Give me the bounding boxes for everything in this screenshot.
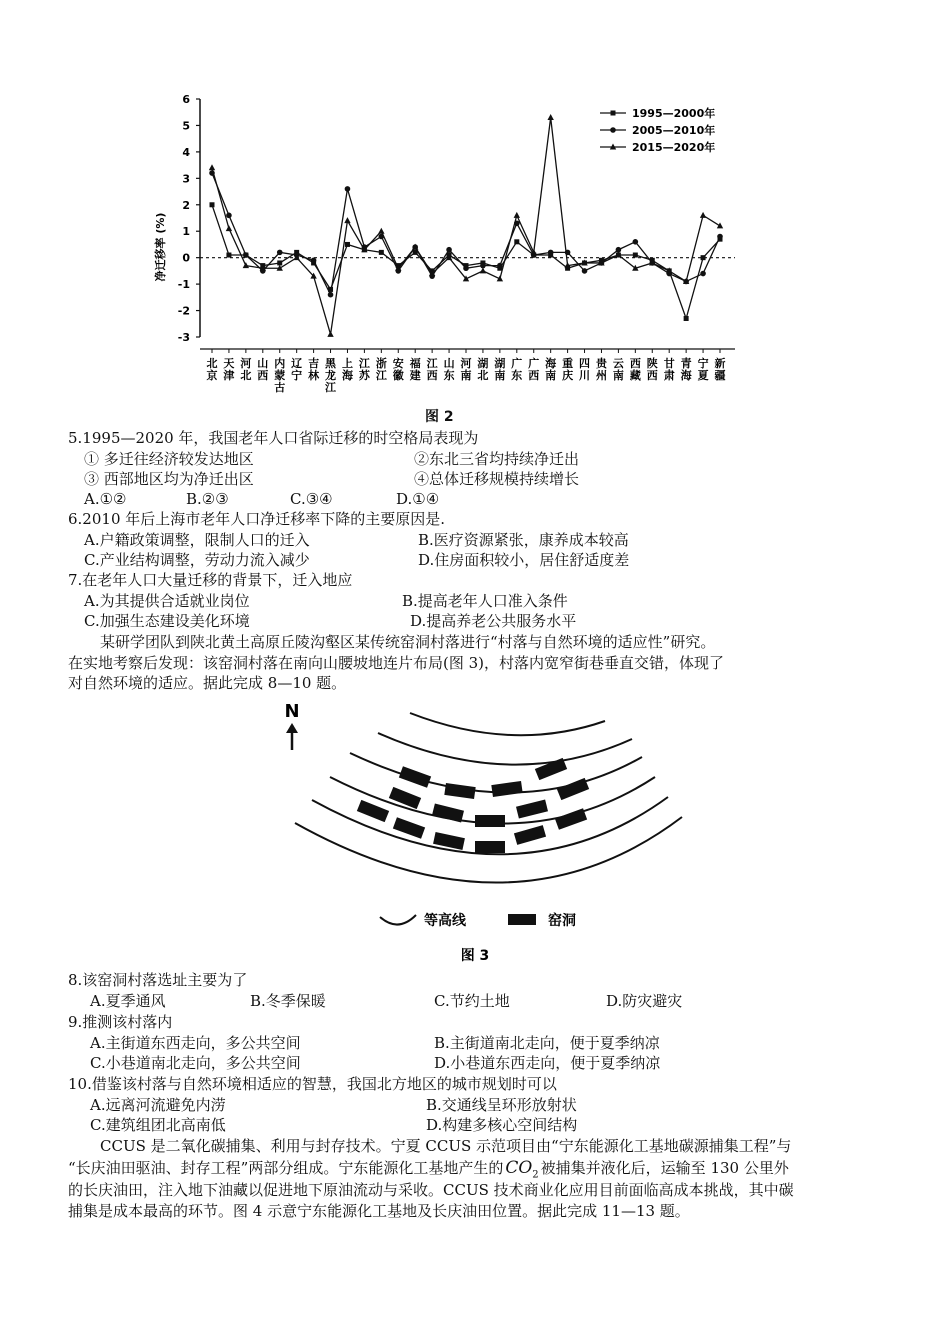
data-point (514, 212, 520, 218)
data-point (226, 253, 231, 258)
q7-option-a[interactable]: A.为其提供合适就业岗位 (84, 592, 250, 610)
y-tick-label: 0 (182, 251, 190, 265)
cave-dwelling (535, 758, 567, 780)
x-tick-label: 山东 (443, 357, 455, 382)
q10-option-c[interactable]: C.建筑组团北高南低 (90, 1116, 226, 1134)
y-axis-label: 净迁移率 (%) (154, 212, 167, 282)
x-tick-label: 湖北 (477, 357, 489, 382)
data-point (210, 202, 215, 207)
cave-dwelling (389, 787, 421, 809)
q9-option-a[interactable]: A.主街道东西走向，多公共空间 (90, 1034, 301, 1052)
data-point (345, 242, 350, 247)
data-point (700, 212, 706, 218)
cave-dwellings (357, 758, 589, 853)
q5-option-b[interactable]: B.②③ (186, 490, 229, 508)
q9-stem: 9.推测该村落内 (68, 1013, 173, 1031)
data-point (446, 247, 452, 253)
q5-statement-4: ④总体迁移规模持续增长 (414, 470, 580, 488)
y-tick-label: 1 (182, 225, 190, 239)
x-tick-label: 新疆 (714, 357, 726, 382)
legend-cave-label: 窑洞 (548, 913, 576, 929)
data-point (548, 250, 554, 256)
x-tick-label: 浙江 (375, 357, 387, 382)
q10-stem: 10.借鉴该村落与自然环境相适应的智慧，我国北方地区的城市规划时可以 (68, 1075, 557, 1093)
y-tick-label: -1 (177, 278, 190, 292)
data-point (226, 213, 232, 219)
data-point (633, 239, 639, 245)
cave-dwelling (475, 815, 505, 827)
data-point (717, 234, 723, 240)
passage-3-line-2-b: 被捕集并液化后，运输至 130 公里外 (540, 1159, 789, 1177)
legend-contour-symbol (380, 915, 416, 925)
x-tick-label: 北京 (206, 357, 218, 382)
net-migration-chart (150, 85, 750, 405)
data-point (463, 265, 469, 271)
passage-2-line-2: 在实地考察后发现：该窑洞村落在南向山腰坡地连片布局(图 3)，村落内宽窄街巷垂直交错，体现了 (68, 654, 725, 672)
y-tick-label: 3 (182, 172, 190, 186)
q7-option-d[interactable]: D.提高养老公共服务水平 (410, 612, 577, 630)
north-label: N (284, 701, 300, 722)
cave-dwelling (475, 841, 505, 853)
x-tick-label: 宁夏 (697, 357, 709, 382)
y-tick-label: 2 (182, 198, 190, 212)
q8-option-d[interactable]: D.防灾避灾 (606, 992, 683, 1010)
x-tick-label: 天津 (223, 357, 235, 382)
cave-dwelling (514, 825, 546, 845)
q5-option-d[interactable]: D.①④ (396, 490, 440, 508)
q5-option-c[interactable]: C.③④ (290, 490, 333, 508)
cave-dwelling (557, 778, 589, 800)
q7-option-c[interactable]: C.加强生态建设美化环境 (84, 612, 250, 630)
q6-option-c[interactable]: C.产业结构调整，劳动力流入减少 (84, 551, 310, 569)
legend-marker (610, 127, 616, 133)
data-point (327, 331, 333, 337)
data-point (243, 262, 249, 268)
co2-formula: $CO_2$ (505, 1158, 539, 1181)
x-tick-label: 海南 (545, 357, 557, 382)
data-point (547, 114, 553, 120)
x-tick-label: 山西 (257, 357, 269, 382)
x-tick-label: 重庆 (562, 357, 574, 382)
q8-stem: 8.该窑洞村落选址主要为了 (68, 971, 248, 989)
q7-stem: 7.在老年人口大量迁移的背景下，迁入地应 (68, 571, 353, 589)
data-point (345, 186, 351, 192)
data-point (344, 217, 350, 223)
x-tick-label: 云南 (612, 357, 624, 382)
legend-label: 2015—2020年 (632, 141, 716, 154)
x-tick-label: 上海 (341, 357, 353, 382)
cave-dwelling (555, 808, 587, 830)
q10-option-a[interactable]: A.远离河流避免内涝 (90, 1096, 226, 1114)
passage-3-line-3: 的长庆油田，注入地下油藏以促进地下原油流动与采收。CCUS 技术商业化应用目前面临高成本挑战，其中碳 (68, 1181, 794, 1199)
data-point (311, 258, 317, 264)
data-point (379, 250, 384, 255)
q9-option-c[interactable]: C.小巷道南北走向，多公共空间 (90, 1054, 301, 1072)
series-line-1 (212, 205, 720, 319)
x-tick-label: 西藏 (629, 357, 641, 382)
data-point (701, 255, 706, 260)
cave-dwelling (393, 817, 425, 839)
q8-option-a[interactable]: A.夏季通风 (90, 992, 166, 1010)
x-tick-label: 四川 (579, 357, 591, 382)
q7-option-b[interactable]: B.提高老年人口准入条件 (402, 592, 568, 610)
legend-marker (611, 111, 616, 116)
q10-option-b[interactable]: B.交通线呈环形放射状 (426, 1096, 577, 1114)
passage-3-line-4: 捕集是成本最高的环节。图 4 示意宁东能源化工基地及长庆油田位置。据此完成 11—13 题。 (68, 1202, 690, 1220)
data-point (378, 228, 384, 234)
y-tick-label: -2 (177, 304, 190, 318)
x-tick-label: 广西 (528, 357, 540, 382)
data-point (277, 260, 282, 265)
cave-dwelling (444, 783, 475, 799)
q5-statement-3: ③ 西部地区均为净迁出区 (84, 470, 254, 488)
data-point (684, 316, 689, 321)
passage-2-line-3: 对自然环境的适应。据此完成 8—10 题。 (68, 674, 347, 692)
legend-label: 1995—2000年 (632, 107, 716, 120)
cave-dwelling (491, 781, 522, 797)
x-tick-label: 福建 (409, 357, 421, 382)
data-point (328, 292, 334, 298)
cave-dwelling (516, 800, 548, 819)
figure-2-caption: 图 2 (425, 409, 454, 425)
data-point (226, 225, 232, 231)
figure-3-caption: 图 3 (460, 948, 490, 964)
legend-cave-symbol (508, 914, 536, 925)
x-tick-label: 河南 (460, 357, 472, 382)
q8-option-b[interactable]: B.冬季保暖 (250, 992, 326, 1010)
x-tick-label: 广东 (511, 357, 523, 382)
data-point (277, 250, 283, 256)
x-tick-label: 辽宁 (291, 357, 303, 382)
x-tick-label: 贵州 (595, 357, 607, 382)
cave-dwelling (357, 800, 389, 822)
x-tick-label: 江苏 (358, 357, 370, 382)
y-tick-label: 5 (182, 119, 190, 133)
x-tick-label: 吉林 (308, 357, 320, 382)
q6-stem: 6.2010 年后上海市老年人口净迁移率下降的主要原因是. (68, 510, 446, 528)
x-axis-province-labels (200, 349, 735, 394)
north-arrow-icon (286, 723, 298, 750)
q10-option-d[interactable]: D.构建多核心空间结构 (426, 1116, 578, 1134)
chart-legend (600, 106, 715, 154)
figure-3-village-sketch (270, 695, 690, 970)
x-tick-label: 黑龙江 (325, 357, 337, 394)
passage-3-line-2-a: “长庆油田驱油、封存工程”两部分组成。宁东能源化工基地产生的 (68, 1159, 504, 1177)
data-point (497, 263, 503, 269)
legend-label: 2005—2010年 (632, 124, 716, 137)
q5-option-a[interactable]: A.①② (84, 490, 127, 508)
data-point (700, 271, 706, 277)
q5-statement-1: ① 多迁往经济较发达地区 (84, 450, 254, 468)
cave-dwelling (399, 766, 431, 788)
x-tick-label: 内蒙古 (274, 357, 286, 394)
q9-option-d[interactable]: D.小巷道东西走向，便于夏季纳凉 (434, 1054, 661, 1072)
data-point (717, 222, 723, 228)
passage-2-line-1: 某研学团队到陕北黄土高原丘陵沟壑区某传统窑洞村落进行“村落与自然环境的适应性”研究。 (100, 633, 716, 651)
q6-option-b[interactable]: B.医疗资源紧张，康养成本较高 (418, 531, 629, 549)
data-point (582, 268, 588, 274)
cave-dwelling (432, 804, 464, 823)
legend-contour-label: 等高线 (424, 913, 466, 929)
q5-stem: 5.1995—2020 年，我国老年人口省际迁移的时空格局表现为 (68, 429, 479, 447)
x-tick-label: 青海 (680, 357, 692, 382)
q6-option-a[interactable]: A.户籍政策调整，限制人口的迁入 (84, 531, 310, 549)
q6-option-d[interactable]: D.住房面积较小，居住舒适度差 (418, 551, 630, 569)
y-tick-label: 4 (182, 145, 190, 159)
contour-lines (295, 713, 682, 883)
y-tick-label: 6 (182, 93, 190, 106)
x-tick-label: 安徽 (392, 357, 404, 382)
data-point (209, 164, 215, 170)
x-tick-label: 河北 (240, 357, 252, 382)
q5-statement-2: ②东北三省均持续净迁出 (414, 450, 580, 468)
q9-option-b[interactable]: B.主街道南北走向，便于夏季纳凉 (434, 1034, 660, 1052)
passage-3-line-1: CCUS 是二氧化碳捕集、利用与封存技术。宁夏 CCUS 示范项目由“宁东能源化工基地碳源捕集工程”与 (100, 1137, 792, 1155)
data-point (633, 253, 638, 258)
data-point (480, 267, 486, 273)
y-tick-label: -3 (177, 331, 190, 344)
x-tick-label: 陕西 (646, 357, 658, 382)
y-axis (178, 93, 200, 344)
data-point (514, 239, 519, 244)
data-point (243, 252, 249, 258)
q8-option-c[interactable]: C.节约土地 (434, 992, 510, 1010)
x-tick-label: 甘肃 (663, 357, 675, 382)
x-tick-label: 江西 (426, 357, 438, 382)
x-tick-label: 湖南 (494, 357, 506, 382)
